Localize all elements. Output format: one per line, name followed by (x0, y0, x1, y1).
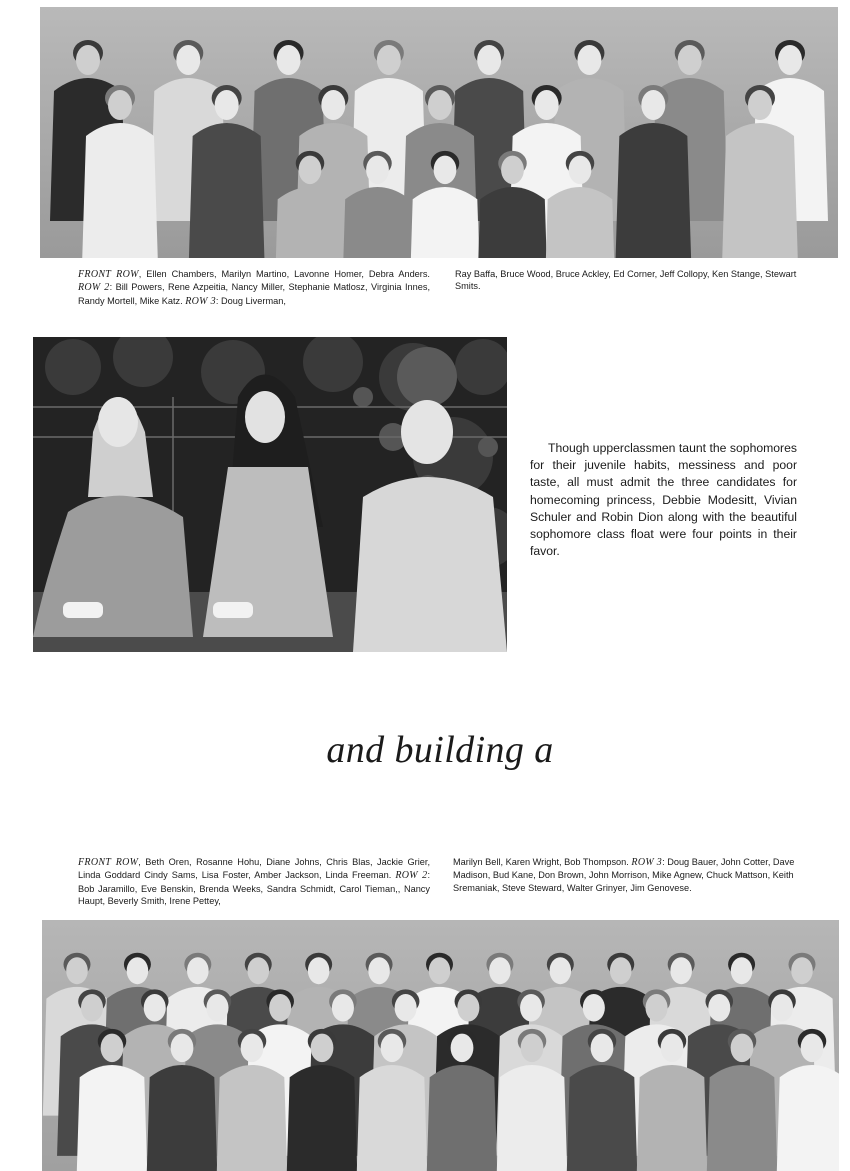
person-figure (82, 123, 158, 258)
person-figure (706, 1065, 778, 1171)
person-figure (341, 187, 413, 258)
homecoming-paragraph-text: Though upperclassmen taunt the sophomores for their juvenile habits, messiness and poor taste, all must admit the three candidates for homecoming princess, Debbie Modesitt, Vivian Schuler and Robin Dion along with the beautiful sophomore class float were four points in their favor. (530, 441, 797, 559)
bottom-row2-label: ROW 2 (395, 870, 428, 882)
bottom-row2-names: Bob Jaramillo, Eve Benskin, Brenda Weeks, Sandra Schmidt, Carol Tieman,, Nancy Haupt, Beverly Smith, Irene Pettey, (78, 883, 430, 907)
caption-bottom-left: FRONT ROW, Beth Oren, Rosanne Hohu, Diane Johns, Chris Blas, Jackie Grier, Linda Goddard Cindy Sams, Lisa Foster, Amber Jackson, Linda Freeman. ROW 2: Bob Jaramillo, Eve Benskin, Brenda Weeks, Sandra Schmidt, Carol Tieman,, Nancy Haupt, Beverly Smith, Irene Pettey, (78, 857, 430, 907)
person-figure (615, 123, 691, 258)
person-figure (722, 123, 798, 258)
candidates-photo (33, 337, 507, 652)
row3-names: Doug Liverman, (221, 295, 286, 306)
person-figure (636, 1065, 708, 1171)
group-photo-bottom-icon (42, 920, 839, 1171)
front-row-names: Ellen Chambers, Marilyn Martino, Lavonne Homer, Debra Anders. (146, 269, 430, 279)
person-figure (356, 1065, 428, 1171)
row3-label: ROW 3 (185, 295, 216, 307)
row2-label: ROW 2 (78, 282, 110, 294)
homecoming-paragraph (530, 440, 797, 560)
bottom-front-row-label: FRONT ROW (78, 857, 139, 868)
bottom-row3-names: Doug Bauer, John Cotter, Dave Madison, Bud Kane, Don Brown, John Morrison, Mike Agnew, Chuck Mattson, Keith Sremaniak, Steve Steward, Walter Grinyer, Jim Genovese. (453, 857, 795, 893)
page-headline: and building a (326, 729, 554, 771)
class-photo-top (40, 7, 838, 258)
person-figure (409, 187, 481, 258)
person-figure (544, 187, 616, 258)
person-figure (216, 1065, 288, 1171)
person-figure (776, 1065, 839, 1171)
person-figure (496, 1065, 568, 1171)
caption-continued: Ray Baffa, Bruce Wood, Bruce Ackley, Ed Corner, Jeff Collopy, Ken Stange, Stewart Smits. (455, 269, 797, 292)
person-figure (146, 1065, 218, 1171)
candidates-photo-icon (33, 337, 507, 652)
bottom-front-row-names: Beth Oren, Rosanne Hohu, Diane Johns, Chris Blas, Jackie Grier, Linda Goddard Cindy Sams, Lisa Foster, Amber Jackson, Linda Freeman. (78, 857, 430, 881)
caption-bottom-right: Marilyn Bell, Karen Wright, Bob Thompson. ROW 3: Doug Bauer, John Cotter, Dave Madison, Bud Kane, Don Brown, John Morrison, Mike Agnew, Chuck Mattson, Keith Sremaniak, Steve Steward, Walter Grinyer, Jim Genovese. (453, 857, 795, 893)
person-figure (76, 1065, 148, 1171)
caption-top-left: FRONT ROW, Ellen Chambers, Marilyn Martino, Lavonne Homer, Debra Anders. ROW 2: Bill Powers, Rene Azpeitia, Nancy Miller, Stephanie Matlosz, Virginia Innes, Randy Mortell, Mike Katz. ROW 3: Doug Liverman, (78, 269, 430, 307)
person-figure (426, 1065, 498, 1171)
person-figure (189, 123, 265, 258)
person-figure (286, 1065, 358, 1171)
person-figure (274, 187, 346, 258)
row2-names: Bill Powers, Rene Azpeitia, Nancy Miller, Stephanie Matlosz, Virginia Innes, Randy Mortell, Mike Katz. (78, 282, 430, 306)
person-figure (566, 1065, 638, 1171)
caption-top-right (455, 268, 807, 293)
front-row-label: FRONT ROW (78, 269, 139, 280)
group-photo-icon (40, 7, 838, 258)
bottom-caption-continued: Marilyn Bell, Karen Wright, Bob Thompson. (453, 857, 629, 867)
bottom-row3-label: ROW 3 (631, 857, 663, 868)
class-photo-bottom (42, 920, 839, 1171)
person-figure (476, 187, 548, 258)
